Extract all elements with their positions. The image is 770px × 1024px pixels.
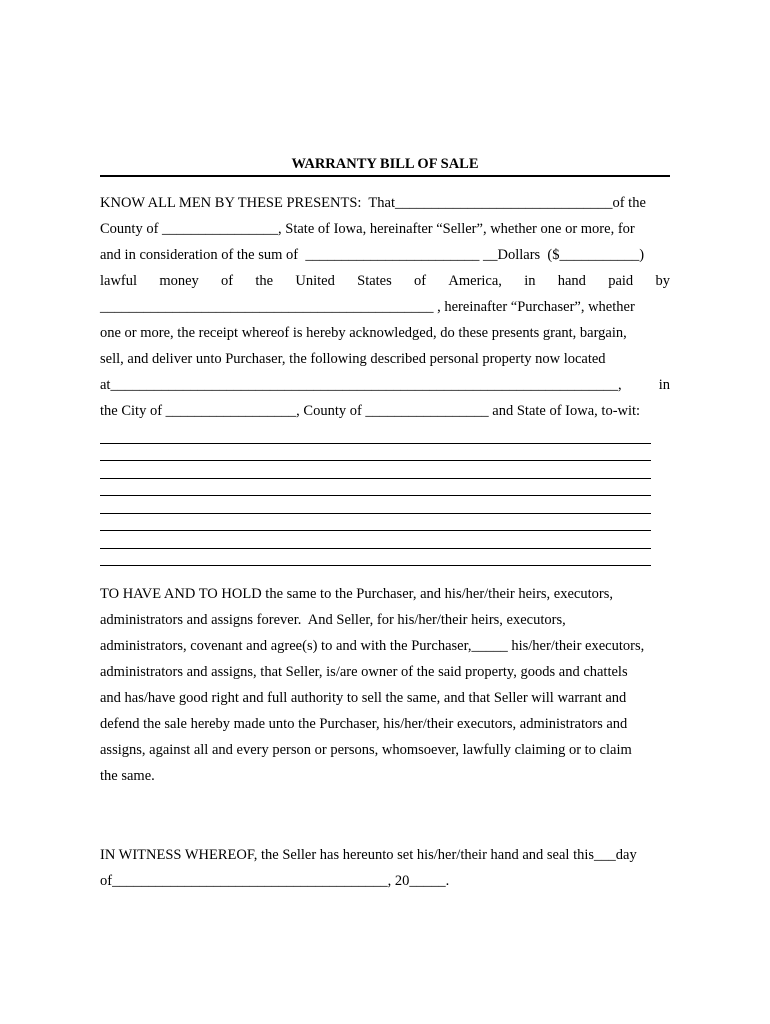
property-description-line (100, 530, 651, 531)
location-blank: at______________________________________________________________________, (100, 377, 622, 393)
witness-line-2: of______________________________________, 20_____. (100, 873, 450, 889)
property-description-line (100, 565, 651, 566)
word: money (159, 273, 199, 289)
property-description-line (100, 443, 651, 444)
word: in (658, 377, 670, 393)
intro-line-3: and in consideration of the sum of ________________________ __Dollars ($___________) (100, 247, 645, 263)
word: hand (557, 273, 586, 289)
property-description-line (100, 513, 651, 514)
title-underline (100, 175, 670, 177)
intro-line-2: County of ________________, State of Iowa, hereinafter “Seller”, whether one or more, for (100, 221, 635, 237)
word: America, (448, 273, 502, 289)
habendum-line-8: the same. (100, 768, 155, 784)
habendum-line-6: defend the sale hereby made unto the Purchaser, his/her/their executors, administrators and (100, 716, 628, 732)
word: paid (608, 273, 634, 289)
intro-line-1: KNOW ALL MEN BY THESE PRESENTS: That______________________________of the (100, 195, 646, 211)
habendum-line-4: administrators and assigns, that Seller, is/are owner of the said property, goods and chattels (100, 664, 628, 680)
property-description-line (100, 495, 651, 496)
intro-line-5: ______________________________________________ , hereinafter “Purchaser”, whether (100, 299, 635, 315)
word: by (655, 273, 670, 289)
intro-line-7: sell, and deliver unto Purchaser, the following described personal property now located (100, 351, 606, 367)
habendum-line-3: administrators, covenant and agree(s) to and with the Purchaser,_____ his/her/their executors, (100, 638, 645, 654)
property-description-line (100, 548, 651, 549)
property-description-line (100, 460, 651, 461)
habendum-line-1: TO HAVE AND TO HOLD the same to the Purchaser, and his/her/their heirs, executors, (100, 586, 613, 602)
word: of (414, 273, 427, 289)
habendum-line-5: and has/have good right and full authority to sell the same, and that Seller will warrant and (100, 690, 627, 706)
intro-line-9: the City of __________________, County of _________________ and State of Iowa, to-wit: (100, 403, 641, 419)
document-title: WARRANTY BILL OF SALE (291, 156, 479, 172)
witness-line-1: IN WITNESS WHEREOF, the Seller has hereunto set his/her/their hand and seal this___day (100, 847, 637, 863)
word: United (295, 273, 335, 289)
intro-line-8 (100, 375, 670, 395)
intro-line-4 (100, 271, 670, 291)
property-description-line (100, 478, 651, 479)
word: in (524, 273, 536, 289)
word: States (357, 273, 392, 289)
habendum-line-2: administrators and assigns forever. And Seller, for his/her/their heirs, executors, (100, 612, 566, 628)
word: the (255, 273, 274, 289)
habendum-line-7: assigns, against all and every person or persons, whomsoever, lawfully claiming or to claim (100, 742, 632, 758)
word: of (221, 273, 234, 289)
intro-line-6: one or more, the receipt whereof is hereby acknowledged, do these presents grant, bargain, (100, 325, 627, 341)
word: lawful (100, 273, 138, 289)
